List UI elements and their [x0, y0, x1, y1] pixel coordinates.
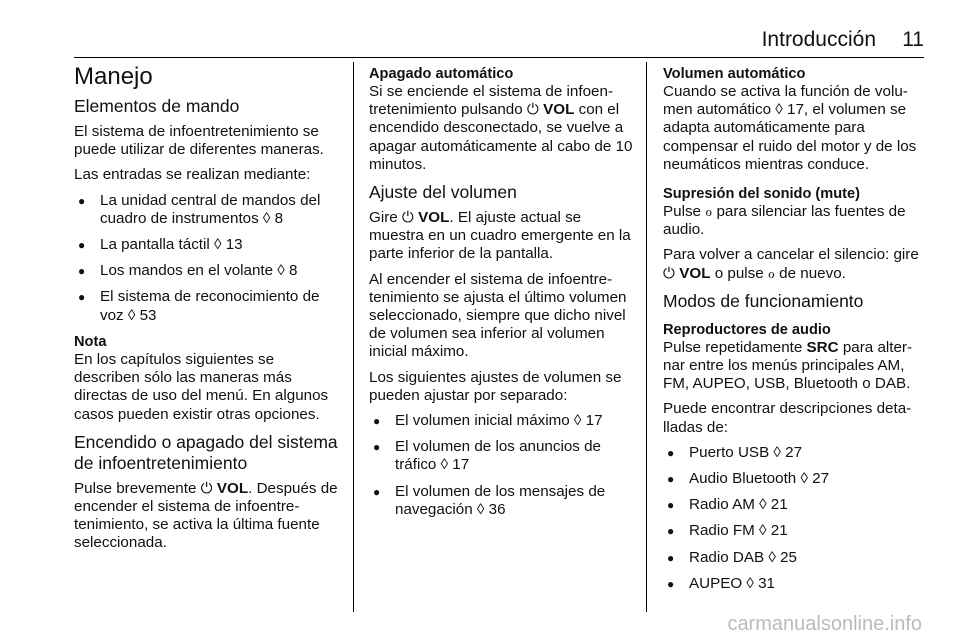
- power-icon: ⏻: [663, 264, 676, 282]
- subsection-title: Encendido o apagado del sistema de infoentretenimiento: [74, 431, 338, 473]
- note-block: [74, 333, 340, 424]
- watermark: carmanualsonline.info: [727, 613, 922, 635]
- subsection-title: Modos de funcionamiento: [663, 290, 864, 311]
- paragraph: Pulse ℴ para silenciar las fuentes de audio.: [663, 203, 906, 239]
- page-header: [0, 28, 960, 58]
- paragraph: Pulse repetidamente SRC para alternar entre los menús principales AM, FM, AUPEO, USB, Bluetooth o DAB.: [663, 338, 913, 393]
- list-item: ● Radio AM ◊ 21: [663, 496, 927, 514]
- section-title: Manejo: [74, 63, 153, 90]
- column-3: [663, 62, 927, 601]
- list-item: ● Radio FM ◊ 21: [663, 522, 927, 540]
- power-icon: ⏻: [401, 209, 414, 227]
- list-item: ● El volumen inicial máximo ◊ 17: [369, 412, 635, 430]
- subheading: Apagado automático: [369, 66, 514, 82]
- column-2: [369, 62, 635, 527]
- paragraph: El sistema de infoentretenimiento se puede utilizar de diferentes maneras.: [74, 123, 324, 159]
- column-divider-2: [646, 62, 647, 612]
- note-label: Nota: [74, 333, 107, 350]
- list-item: ● Puerto USB ◊ 27: [663, 444, 927, 462]
- subheading: Supresión del sonido (mute): [663, 186, 861, 203]
- paragraph: Para volver a cancelar el silencio: gire ⏻ VOL o pulse ℴ de nuevo.: [663, 246, 919, 282]
- list-item: ● Los mandos en el volante ◊ 8: [74, 262, 340, 280]
- paragraph: Puede encontrar descripciones detalladas de:: [663, 400, 912, 436]
- mute-icon: ℴ: [767, 264, 775, 282]
- note-text: En los capítulos siguientes se describen sólo las maneras más directas de uso del menú. En algunos casos pueden existir otras opciones.: [74, 351, 329, 423]
- subsection-title: Elementos de mando: [74, 96, 240, 116]
- paragraph: Pulse brevemente ⏻ VOL. Después de encender el sistema de infoentretenimiento, se activa la última fuente seleccionada.: [74, 479, 338, 552]
- mute-icon: ℴ: [705, 203, 713, 221]
- list-item: ● Radio DAB ◊ 25: [663, 549, 927, 567]
- list-item: ● La unidad central de mandos del cuadro de instrumentos ◊ 8: [74, 192, 340, 228]
- bullet-list: [663, 444, 927, 593]
- header-rule: [74, 57, 924, 58]
- subheading: Volumen automático: [663, 66, 806, 82]
- subheading: Reproductores de audio: [663, 321, 831, 338]
- column-1: [74, 62, 340, 560]
- power-icon: ⏻: [200, 479, 213, 497]
- page-number: 11: [902, 28, 924, 51]
- paragraph: Los siguientes ajustes de volumen se pueden ajustar por separado:: [369, 368, 622, 404]
- list-item: ● Audio Bluetooth ◊ 27: [663, 470, 927, 488]
- page-title: Introducción: [761, 28, 876, 51]
- column-divider-1: [353, 62, 354, 612]
- paragraph: Si se enciende el sistema de infoentretenimiento pulsando ⏻ VOL con el encendido desconectado, se vuelve a apagar automáticamente al cabo de 10 minutos.: [369, 83, 633, 173]
- list-item: ● AUPEO ◊ 31: [663, 575, 927, 593]
- paragraph: Cuando se activa la función de volumen automático ◊ 17, el volumen se adapta automáticamente para compensar el ruido del motor y de los neumáticos mientras conduce.: [663, 83, 917, 173]
- list-item: ● El volumen de los mensajes de navegación ◊ 36: [369, 483, 635, 519]
- power-icon: ⏻: [526, 101, 539, 119]
- paragraph: Al encender el sistema de infoentretenimiento se ajusta el último volumen seleccionado, siempre que dicho nivel de volumen sea inferior al volumen inicial máximo.: [369, 270, 627, 361]
- list-item: ● El volumen de los anuncios de tráfico ◊ 17: [369, 438, 635, 474]
- bullet-list: [74, 192, 340, 325]
- subsection-title: Ajuste del volumen: [369, 182, 517, 203]
- list-item: ● El sistema de reconocimiento de voz ◊ 53: [74, 288, 340, 324]
- paragraph: Las entradas se realizan mediante:: [74, 166, 311, 184]
- list-item: ● La pantalla táctil ◊ 13: [74, 236, 340, 254]
- bullet-list: [369, 412, 635, 519]
- paragraph: Gire ⏻ VOL. El ajuste actual se muestra en un cuadro emergente en la parte inferior de la pantalla.: [369, 209, 631, 263]
